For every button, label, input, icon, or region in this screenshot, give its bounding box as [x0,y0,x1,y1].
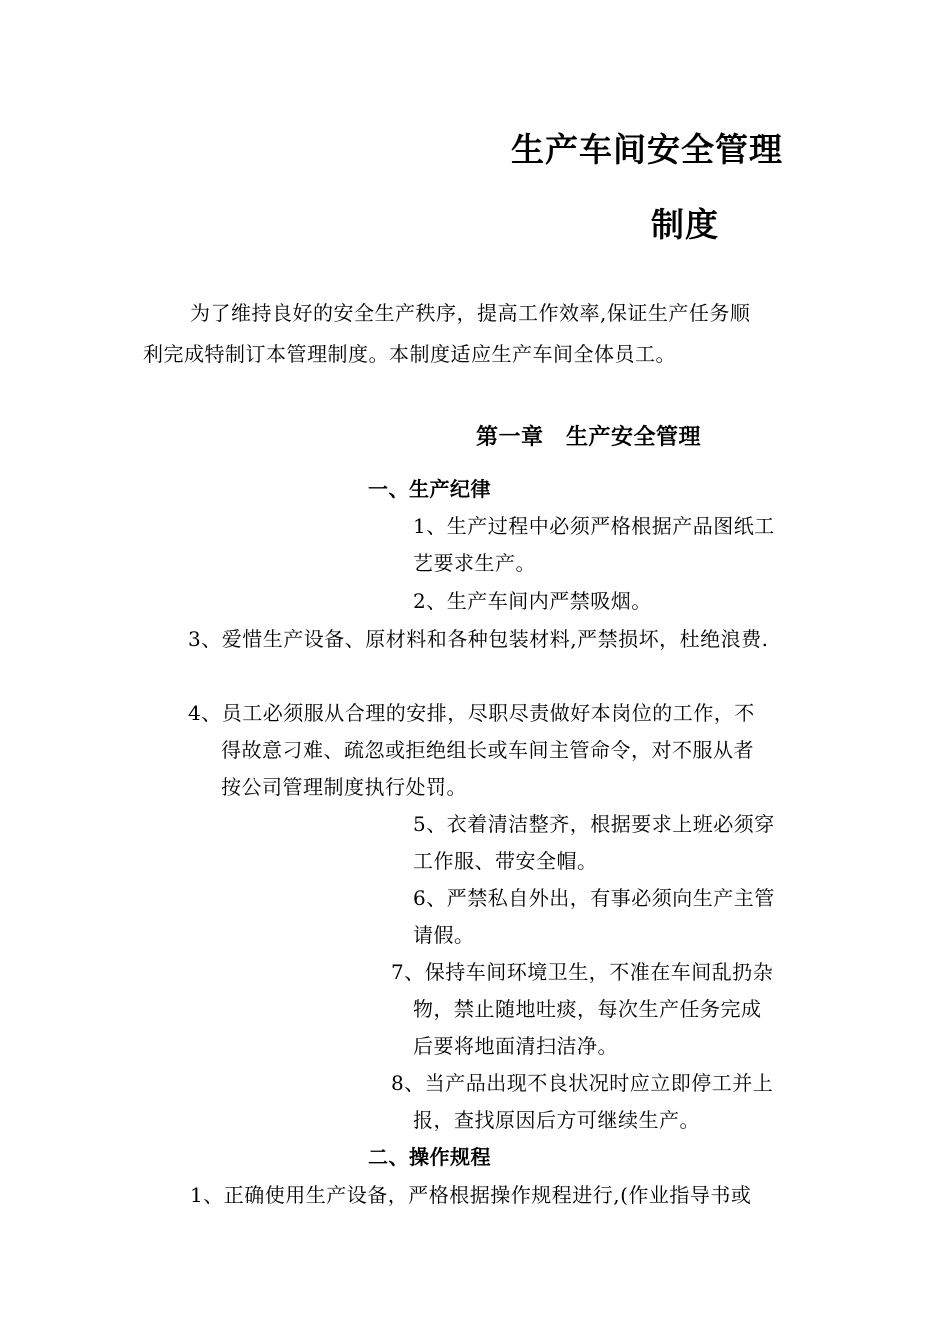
list-item-8-line-2: 报，查找原因后方可继续生产。 [413,1108,700,1132]
section-heading: 一、生产纪律 [368,477,491,501]
list-item-5-line-1: 5、衣着清洁整齐，根据要求上班必须穿 [413,812,775,836]
section-heading-2: 二、操作规程 [368,1145,491,1169]
list-item-4-line-2: 得故意刁难、疏忽或拒绝组长或车间主管命令，对不服从者 [221,738,754,762]
list-item-1-line-2: 艺要求生产。 [413,551,536,575]
list-item-7-line-1: 7、保持车间环境卫生，不准在车间乱扔杂 [391,960,774,984]
list-item-4-line-3: 按公司管理制度执行处罚。 [221,775,467,799]
list-item-6-line-2: 请假。 [413,923,475,947]
intro-line-2: 利完成特制订本管理制度。本制度适应生产车间全体员工。 [143,342,676,366]
section-2-item-1-line-1: 1、正确使用生产设备，严格根据操作规程进行,(作业指导书或 [190,1183,752,1207]
list-item-2-line-1: 2、生产车间内严禁吸烟。 [413,589,652,613]
document-title-line-1: 生产车间安全管理 [511,130,783,169]
list-item-5-line-2: 工作服、带安全帽。 [413,849,598,873]
intro-line-1: 为了维持良好的安全生产秩序，提高工作效率,保证生产任务顺 [190,301,751,325]
list-item-4-line-1: 4、员工必须服从合理的安排，尽职尽责做好本岗位的工作，不 [188,701,755,725]
chapter-title: 第一章 生产安全管理 [476,424,702,450]
list-item-6-line-1: 6、严禁私自外出，有事必须向生产主管 [413,886,775,910]
list-item-1-line-1: 1、生产过程中必须严格根据产品图纸工 [413,514,775,538]
document-title-line-2: 制度 [651,205,719,244]
list-item-3-line-1: 3、爱惜生产设备、原材料和各种包装材料,严禁损坏，杜绝浪费. [188,627,769,651]
list-item-7-line-3: 后要将地面清扫洁净。 [413,1034,618,1058]
list-item-7-line-2: 物，禁止随地吐痰，每次生产任务完成 [413,997,762,1021]
list-item-8-line-1: 8、当产品出现不良状况时应立即停工并上 [391,1071,774,1095]
